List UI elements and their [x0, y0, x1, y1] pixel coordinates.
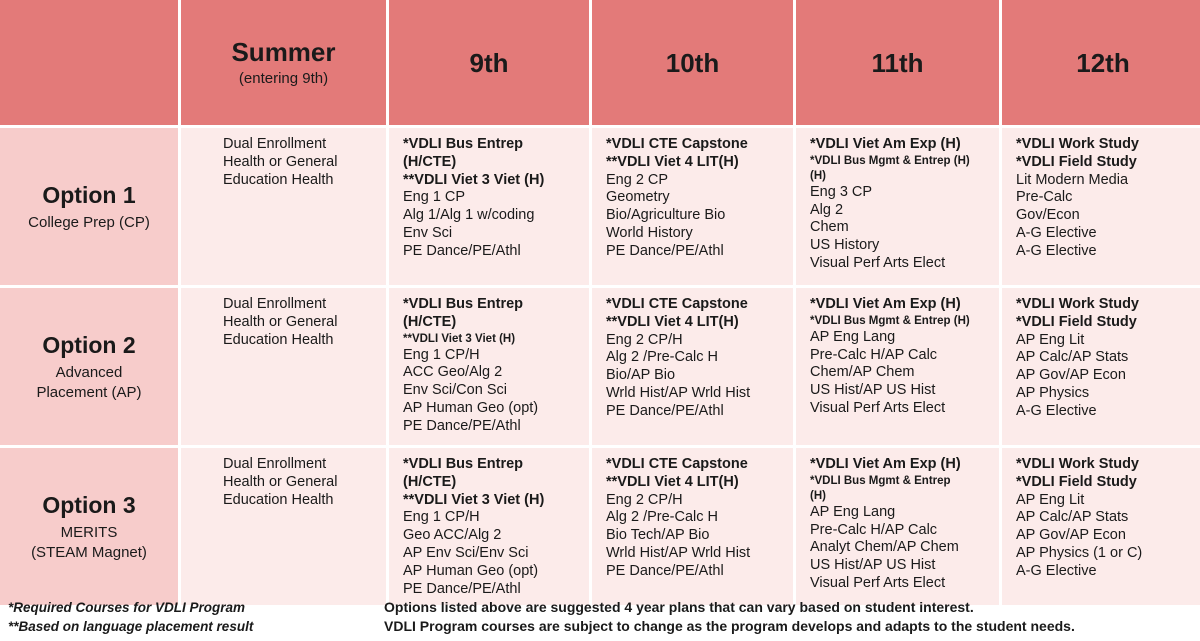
course-line: Geo ACC/Alg 2: [403, 527, 502, 544]
option-2-9th-cell: [389, 288, 589, 445]
course-line: World History: [606, 224, 693, 241]
option-1-11th-cell: [796, 128, 999, 285]
course-line: US Hist/AP US Hist: [810, 382, 936, 399]
course-line: Health or General: [223, 153, 338, 170]
option-title: Option 1: [42, 181, 136, 208]
course-line: AP Gov/AP Econ: [1016, 367, 1126, 384]
course-line: ACC Geo/Alg 2: [403, 364, 503, 381]
header-11th: [796, 0, 999, 125]
vdli-course-line: *VDLI Viet Am Exp (H): [810, 456, 961, 472]
option-3-12th-cell: [1002, 448, 1200, 605]
footer: [0, 598, 1200, 641]
course-line: Alg 2 /Pre-Calc H: [606, 509, 719, 526]
course-line: Visual Perf Arts Elect: [810, 399, 946, 416]
vdli-course-line: *VDLI Viet Am Exp (H): [810, 136, 961, 152]
course-line: Eng 2 CP: [606, 171, 669, 188]
course-line: A-G Elective: [1016, 224, 1097, 241]
course-line: PE Dance/PE/Athl: [606, 402, 724, 419]
vdli-course-line: *VDLI CTE Capstone: [606, 456, 748, 472]
option-subtitle: MERITS: [60, 523, 118, 541]
course-line: AP Eng Lit: [1016, 331, 1085, 348]
vdli-course-line: **VDLI Viet 4 LIT(H): [606, 153, 739, 170]
vdli-course-line: *VDLI Field Study: [1016, 313, 1137, 330]
footer-note-changes: VDLI Program courses are subject to change as the program develops and adapts to the student needs.: [384, 618, 1075, 634]
course-line: Education Health: [223, 491, 334, 508]
course-line: Bio Tech/AP Bio: [606, 527, 710, 544]
course-line: PE Dance/PE/Athl: [606, 562, 724, 579]
course-line: Wrld Hist/AP Wrld Hist: [606, 544, 751, 561]
vdli-course-line: **VDLI Viet 3 Viet (H): [403, 171, 545, 188]
vdli-course-line: *VDLI Bus Mgmt & Entrep: [810, 474, 951, 487]
course-line: AP Eng Lit: [1016, 491, 1085, 508]
course-line: US Hist/AP US Hist: [810, 557, 936, 574]
option-subtitle: Placement (AP): [36, 383, 142, 401]
vdli-course-line: **VDLI Viet 3 Viet (H): [403, 332, 516, 345]
course-line: Env Sci: [403, 224, 453, 241]
course-line: Dual Enrollment: [223, 456, 327, 472]
vdli-course-line: *VDLI Work Study: [1016, 136, 1139, 152]
vdli-course-line: (H): [810, 489, 826, 502]
course-line: Wrld Hist/AP Wrld Hist: [606, 384, 751, 401]
vdli-course-line: *VDLI Bus Entrep: [403, 456, 524, 472]
option-3-9th-cell: [389, 448, 589, 605]
option-1-10th-cell: [592, 128, 793, 285]
course-line: AP Calc/AP Stats: [1016, 349, 1129, 366]
vdli-course-line: *VDLI Bus Entrep: [403, 296, 524, 312]
vdli-course-line: *VDLI Bus Entrep: [403, 136, 524, 152]
vdli-course-line: **VDLI Viet 4 LIT(H): [606, 313, 739, 330]
option-subtitle: (STEAM Magnet): [31, 543, 147, 561]
course-line: AP Physics: [1016, 384, 1090, 401]
footnote-language: **Based on language placement result: [8, 619, 254, 634]
course-line: Eng 1 CP/H: [403, 509, 480, 526]
vdli-course-line: *VDLI Field Study: [1016, 153, 1137, 170]
option-3-11th-cell: [796, 448, 999, 605]
option-1-summer-cell: [181, 128, 386, 285]
header-summer-title: Summer: [231, 36, 336, 67]
course-line: Dual Enrollment: [223, 296, 327, 312]
course-line: AP Eng Lang: [810, 503, 896, 520]
header-12th-label: 12th: [1076, 47, 1130, 78]
course-line: PE Dance/PE/Athl: [403, 242, 521, 259]
course-line: AP Calc/AP Stats: [1016, 509, 1129, 526]
vdli-course-line: (H): [810, 169, 826, 182]
option-2-label-cell: [0, 288, 178, 445]
course-line: Alg 1/Alg 1 w/coding: [403, 207, 535, 224]
header-9th-label: 9th: [469, 47, 509, 78]
course-line: Pre-Calc H/AP Calc: [810, 346, 938, 363]
course-line: Env Sci/Con Sci: [403, 382, 507, 399]
header-11th-label: 11th: [871, 47, 924, 78]
course-line: Health or General: [223, 473, 338, 490]
footer-note-options: Options listed above are suggested 4 year plans that can vary based on student interest.: [384, 599, 974, 615]
option-2-10th-cell: [592, 288, 793, 445]
vdli-course-line: (H/CTE): [403, 153, 457, 170]
option-1-label-cell: [0, 128, 178, 285]
option-2-11th-cell: [796, 288, 999, 445]
vdli-course-line: **VDLI Viet 4 LIT(H): [606, 473, 739, 490]
course-line: A-G Elective: [1016, 562, 1097, 579]
option-1-12th-cell: [1002, 128, 1200, 285]
course-line: Geometry: [606, 189, 670, 206]
course-line: Visual Perf Arts Elect: [810, 574, 946, 591]
option-title: Option 3: [42, 491, 136, 518]
option-3-summer-cell: [181, 448, 386, 605]
course-line: PE Dance/PE/Athl: [606, 242, 724, 259]
course-line: Bio/Agriculture Bio: [606, 207, 726, 224]
course-line: PE Dance/PE/Athl: [403, 417, 521, 434]
option-subtitle: College Prep (CP): [28, 213, 150, 231]
vdli-course-line: **VDLI Viet 3 Viet (H): [403, 491, 545, 508]
option-subtitle: Advanced: [55, 363, 123, 381]
course-line: Gov/Econ: [1016, 207, 1080, 224]
course-line: Bio/AP Bio: [606, 367, 676, 384]
course-line: Lit Modern Media: [1016, 171, 1129, 188]
course-line: Health or General: [223, 313, 338, 330]
course-line: AP Human Geo (opt): [403, 399, 539, 416]
course-line: Eng 1 CP: [403, 189, 466, 206]
course-line: Chem: [810, 219, 849, 236]
vdli-course-line: *VDLI CTE Capstone: [606, 296, 748, 312]
vdli-course-line: *VDLI Bus Mgmt & Entrep (H): [810, 314, 970, 327]
vdli-course-line: *VDLI Bus Mgmt & Entrep (H): [810, 154, 970, 167]
course-line: Eng 1 CP/H: [403, 346, 480, 363]
option-2-12th-cell: [1002, 288, 1200, 445]
vdli-course-line: *VDLI CTE Capstone: [606, 136, 748, 152]
course-line: AP Env Sci/Env Sci: [403, 544, 529, 561]
header-9th: [389, 0, 589, 125]
option-3-label-cell: [0, 448, 178, 605]
header-10th: [592, 0, 793, 125]
footnote-required: *Required Courses for VDLI Program: [8, 600, 246, 615]
vdli-course-line: *VDLI Viet Am Exp (H): [810, 296, 961, 312]
header-12th: [1002, 0, 1200, 125]
course-line: AP Gov/AP Econ: [1016, 527, 1126, 544]
course-line: Pre-Calc: [1016, 189, 1073, 206]
course-line: Alg 2 /Pre-Calc H: [606, 349, 719, 366]
vdli-course-line: (H/CTE): [403, 313, 457, 330]
vdli-course-line: *VDLI Field Study: [1016, 473, 1137, 490]
vdli-course-line: (H/CTE): [403, 473, 457, 490]
option-3-10th-cell: [592, 448, 793, 605]
vdli-course-line: *VDLI Work Study: [1016, 296, 1139, 312]
header-10th-label: 10th: [665, 47, 720, 78]
vdli-course-line: *VDLI Work Study: [1016, 456, 1139, 472]
option-1-9th-cell: [389, 128, 589, 285]
course-line: Education Health: [223, 331, 334, 348]
course-line: Chem/AP Chem: [810, 364, 915, 381]
course-line: Dual Enrollment: [223, 136, 327, 152]
header-summer-subtitle: (entering 9th): [238, 69, 329, 87]
header-corner: [0, 0, 178, 125]
header-summer: [181, 0, 386, 125]
course-line: AP Physics (1 or C): [1016, 544, 1143, 561]
course-line: US History: [810, 237, 880, 254]
option-title: Option 2: [42, 331, 136, 358]
course-line: Eng 2 CP/H: [606, 331, 683, 348]
course-line: Analyt Chem/AP Chem: [810, 539, 959, 556]
course-line: Visual Perf Arts Elect: [810, 254, 946, 271]
course-line: A-G Elective: [1016, 402, 1097, 419]
course-line: PE Dance/PE/Athl: [403, 580, 521, 597]
option-2-summer-cell: [181, 288, 386, 445]
course-line: AP Eng Lang: [810, 328, 896, 345]
course-line: Education Health: [223, 171, 334, 188]
course-line: Eng 3 CP: [810, 183, 873, 200]
course-line: AP Human Geo (opt): [403, 562, 539, 579]
course-line: Pre-Calc H/AP Calc: [810, 521, 938, 538]
course-line: A-G Elective: [1016, 242, 1097, 259]
course-line: Eng 2 CP/H: [606, 491, 683, 508]
course-line: Alg 2: [810, 201, 844, 218]
